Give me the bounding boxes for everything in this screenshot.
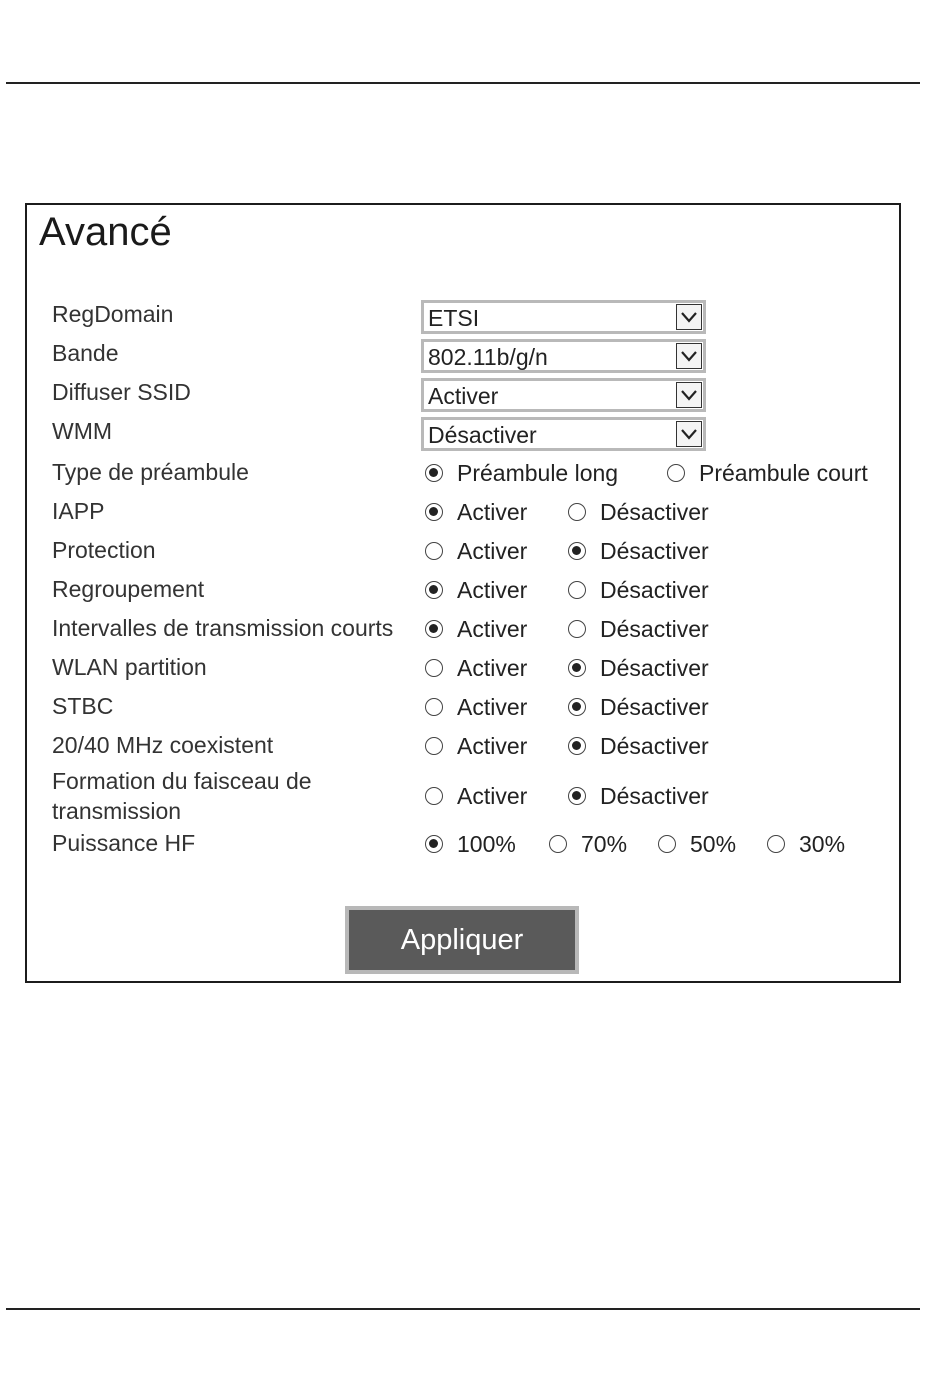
regdomain-select[interactable]	[421, 300, 706, 334]
protection-label: Protection	[52, 537, 156, 563]
band-label: Bande	[52, 340, 119, 366]
radio-beamforming-disable[interactable]	[568, 787, 586, 805]
wlan-partition-disable-label: Désactiver	[600, 655, 709, 681]
protection-enable-label: Activer	[457, 538, 528, 564]
radio-iapp-enable[interactable]	[425, 503, 443, 521]
band-select[interactable]	[421, 339, 706, 373]
bottom-divider	[6, 1308, 920, 1310]
broadcast-ssid-select[interactable]	[421, 378, 706, 412]
regdomain-label: RegDomain	[52, 301, 174, 327]
chevron-down-icon[interactable]	[676, 421, 702, 447]
radio-stbc-disable[interactable]	[568, 698, 586, 716]
wmm-value: Désactiver	[428, 422, 537, 448]
stbc-label: STBC	[52, 693, 114, 719]
wlan-partition-enable-label: Activer	[457, 655, 528, 681]
beamforming-label-line1: Formation du faisceau de	[52, 768, 312, 794]
radio-beamforming-enable[interactable]	[425, 787, 443, 805]
radio-wlan-partition-enable[interactable]	[425, 659, 443, 677]
radio-protection-enable[interactable]	[425, 542, 443, 560]
short-gi-label: Intervalles de transmission courts	[52, 615, 394, 641]
preamble-long-label: Préambule long	[457, 460, 619, 486]
chevron-down-icon[interactable]	[676, 343, 702, 369]
radio-preamble-short[interactable]	[667, 464, 685, 482]
radio-iapp-disable[interactable]	[568, 503, 586, 521]
beamforming-label-line2: transmission	[52, 798, 182, 824]
top-divider	[6, 82, 920, 84]
radio-aggregation-enable[interactable]	[425, 581, 443, 599]
radio-power-30[interactable]	[767, 835, 785, 853]
power-100-label: 100%	[457, 831, 516, 857]
advanced-settings-panel	[25, 203, 901, 983]
coexistence-label: 20/40 MHz coexistent	[52, 732, 274, 758]
coexistence-disable-label: Désactiver	[600, 733, 709, 759]
stbc-disable-label: Désactiver	[600, 694, 709, 720]
aggregation-disable-label: Désactiver	[600, 577, 709, 603]
chevron-down-icon[interactable]	[676, 304, 702, 330]
short-gi-enable-label: Activer	[457, 616, 528, 642]
aggregation-label: Regroupement	[52, 576, 205, 602]
rf-power-label: Puissance HF	[52, 830, 196, 856]
iapp-enable-label: Activer	[457, 499, 528, 525]
radio-short-gi-disable[interactable]	[568, 620, 586, 638]
radio-coexistence-disable[interactable]	[568, 737, 586, 755]
radio-aggregation-disable[interactable]	[568, 581, 586, 599]
page-title: Avancé	[39, 210, 172, 254]
preamble-label: Type de préambule	[52, 459, 249, 485]
power-30-label: 30%	[799, 831, 846, 857]
regdomain-value: ETSI	[428, 305, 480, 331]
radio-coexistence-enable[interactable]	[425, 737, 443, 755]
radio-short-gi-enable[interactable]	[425, 620, 443, 638]
radio-power-70[interactable]	[549, 835, 567, 853]
beamforming-enable-label: Activer	[457, 783, 528, 809]
wmm-select[interactable]	[421, 417, 706, 451]
chevron-down-icon[interactable]	[676, 382, 702, 408]
beamforming-disable-label: Désactiver	[600, 783, 709, 809]
aggregation-enable-label: Activer	[457, 577, 528, 603]
preamble-short-label: Préambule court	[699, 460, 868, 486]
radio-protection-disable[interactable]	[568, 542, 586, 560]
radio-wlan-partition-disable[interactable]	[568, 659, 586, 677]
radio-power-100[interactable]	[425, 835, 443, 853]
power-70-label: 70%	[581, 831, 628, 857]
radio-power-50[interactable]	[658, 835, 676, 853]
short-gi-disable-label: Désactiver	[600, 616, 709, 642]
iapp-label: IAPP	[52, 498, 105, 524]
band-value: 802.11b/g/n	[428, 344, 548, 370]
iapp-disable-label: Désactiver	[600, 499, 709, 525]
power-50-label: 50%	[690, 831, 737, 857]
wlan-partition-label: WLAN partition	[52, 654, 207, 680]
broadcast-ssid-value: Activer	[428, 383, 499, 409]
stbc-enable-label: Activer	[457, 694, 528, 720]
radio-stbc-enable[interactable]	[425, 698, 443, 716]
coexistence-enable-label: Activer	[457, 733, 528, 759]
broadcast-ssid-label: Diffuser SSID	[52, 379, 191, 405]
protection-disable-label: Désactiver	[600, 538, 709, 564]
radio-preamble-long[interactable]	[425, 464, 443, 482]
wmm-label: WMM	[52, 418, 113, 444]
apply-button[interactable]: Appliquer	[345, 906, 579, 974]
